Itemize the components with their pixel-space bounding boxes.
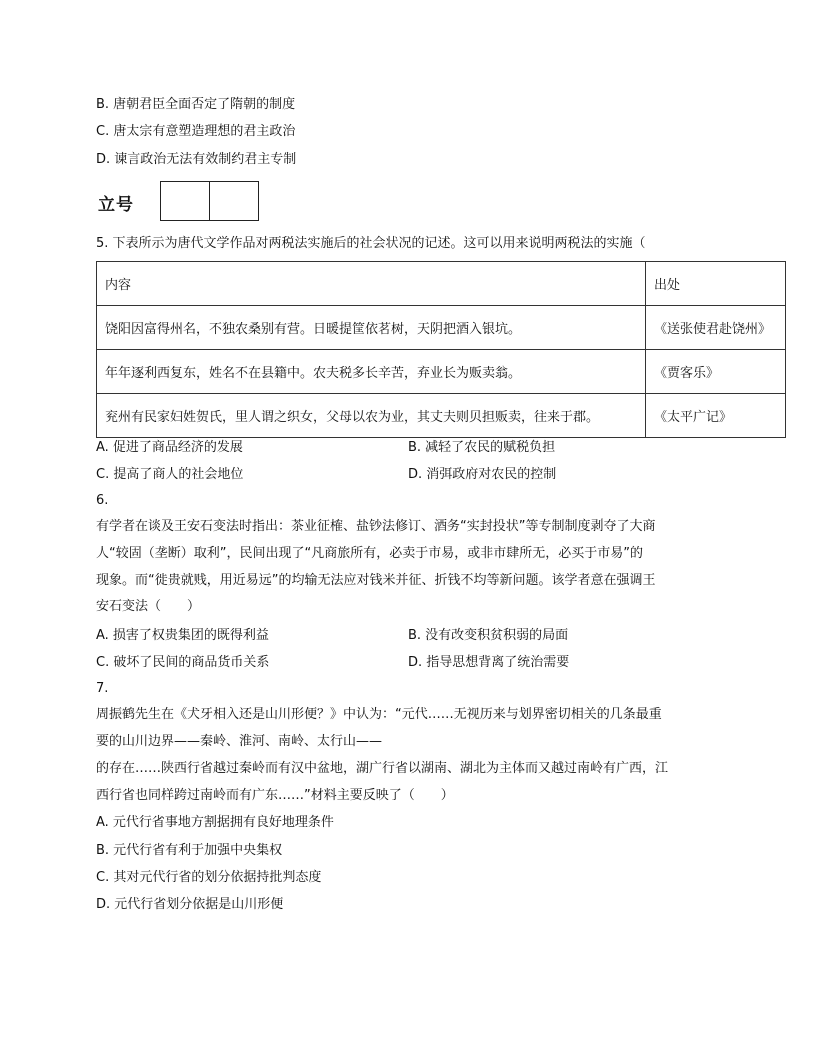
table-cell-content: 饶阳因富得州名，不独农桑别有营。日暖提筐依茗树，天阴把酒入银坑。 bbox=[97, 306, 646, 350]
q5-stem: 5. 下表所示为唐代文学作品对两税法实施后的社会状况的记述。这可以用来说明两税法的实施（ bbox=[96, 236, 646, 251]
q6-stem-line-3: 现象。而“徙贵就贱，用近易远”的均输无法应对钱米并征、折钱不均等新问题。该学者意在强调王 bbox=[96, 573, 656, 588]
table-cell-content: 兖州有民家妇姓贺氏，里人谓之织女，父母以农为业，其丈夫则贝担贩卖，往来于郡。 bbox=[97, 394, 646, 438]
q6-option-d: D. 指导思想背离了统治需要 bbox=[408, 655, 570, 670]
table-cell-source: 《送张使君赴饶州》 bbox=[646, 306, 786, 350]
q5-option-d: D. 消弭政府对农民的控制 bbox=[408, 467, 557, 482]
table-header-source: 出处 bbox=[646, 262, 786, 306]
table-header-row bbox=[97, 262, 786, 306]
q7-option-c: C. 其对元代行省的划分依据持批判态度 bbox=[96, 870, 322, 885]
q6-option-c: C. 破坏了民间的商品货币关系 bbox=[96, 655, 270, 670]
q7-stem-line-2: 要的山川边界——秦岭、淮河、南岭、太行山—— bbox=[96, 734, 383, 749]
table-cell-content: 年年逐利西复东，姓名不在县籍中。农夫税多长辛苦，弃业长为贩卖翁。 bbox=[97, 350, 646, 394]
q7-option-d: D. 元代行省划分依据是山川形便 bbox=[96, 897, 284, 912]
q5-source-table bbox=[96, 261, 786, 438]
q5-option-c: C. 提高了商人的社会地位 bbox=[96, 467, 244, 482]
table-cell-source: 《太平广记》 bbox=[646, 394, 786, 438]
q7-stem-line-4: 西行省也同样跨过南岭而有广东……”材料主要反映了（ ） bbox=[96, 788, 454, 803]
q7-number: 7. bbox=[96, 681, 109, 696]
q4-option-d: D. 谏言政治无法有效制约君主专制 bbox=[96, 152, 297, 167]
table-cell-source: 《贾客乐》 bbox=[646, 350, 786, 394]
table-row bbox=[97, 350, 786, 394]
q7-stem-line-3: 的存在……陕西行省越过秦岭而有汉中盆地，湖广行省以湖南、湖北为主体而又越过南岭有广西，江 bbox=[96, 761, 669, 776]
q6-stem-line-4: 安石变法（ ） bbox=[96, 599, 201, 614]
table-row bbox=[97, 394, 786, 438]
table-header-content: 内容 bbox=[97, 262, 646, 306]
seat-box-1 bbox=[160, 181, 210, 221]
seat-number-label: 立号 bbox=[98, 195, 134, 215]
q4-option-c: C. 唐太宗有意塑造理想的君主政治 bbox=[96, 124, 296, 139]
seat-box-2 bbox=[209, 181, 259, 221]
q6-option-b: B. 没有改变积贫积弱的局面 bbox=[408, 628, 569, 643]
q6-number: 6. bbox=[96, 493, 109, 508]
q7-option-b: B. 元代行省有利于加强中央集权 bbox=[96, 843, 283, 858]
q5-option-a: A. 促进了商品经济的发展 bbox=[96, 440, 243, 455]
q7-option-a: A. 元代行省事地方割据拥有良好地理条件 bbox=[96, 815, 334, 830]
q6-option-a: A. 损害了权贵集团的既得利益 bbox=[96, 628, 269, 643]
table-row bbox=[97, 306, 786, 350]
q6-stem-line-2: 人“较固（垄断）取利”，民间出现了“凡商旅所有，必卖于市易，或非市肆所无，必买于市易”的 bbox=[96, 546, 643, 561]
q4-option-b: B. 唐朝君臣全面否定了隋朝的制度 bbox=[96, 97, 296, 112]
q7-stem-line-1: 周振鹤先生在《犬牙相入还是山川形便？》中认为：“元代……无视历来与划界密切相关的几条最重 bbox=[96, 707, 662, 722]
q6-stem-line-1: 有学者在谈及王安石变法时指出：茶业征榷、盐钞法修订、酒务“实封投状”等专制制度剥夺了大商 bbox=[96, 519, 656, 534]
q5-option-b: B. 减轻了农民的赋税负担 bbox=[408, 440, 556, 455]
